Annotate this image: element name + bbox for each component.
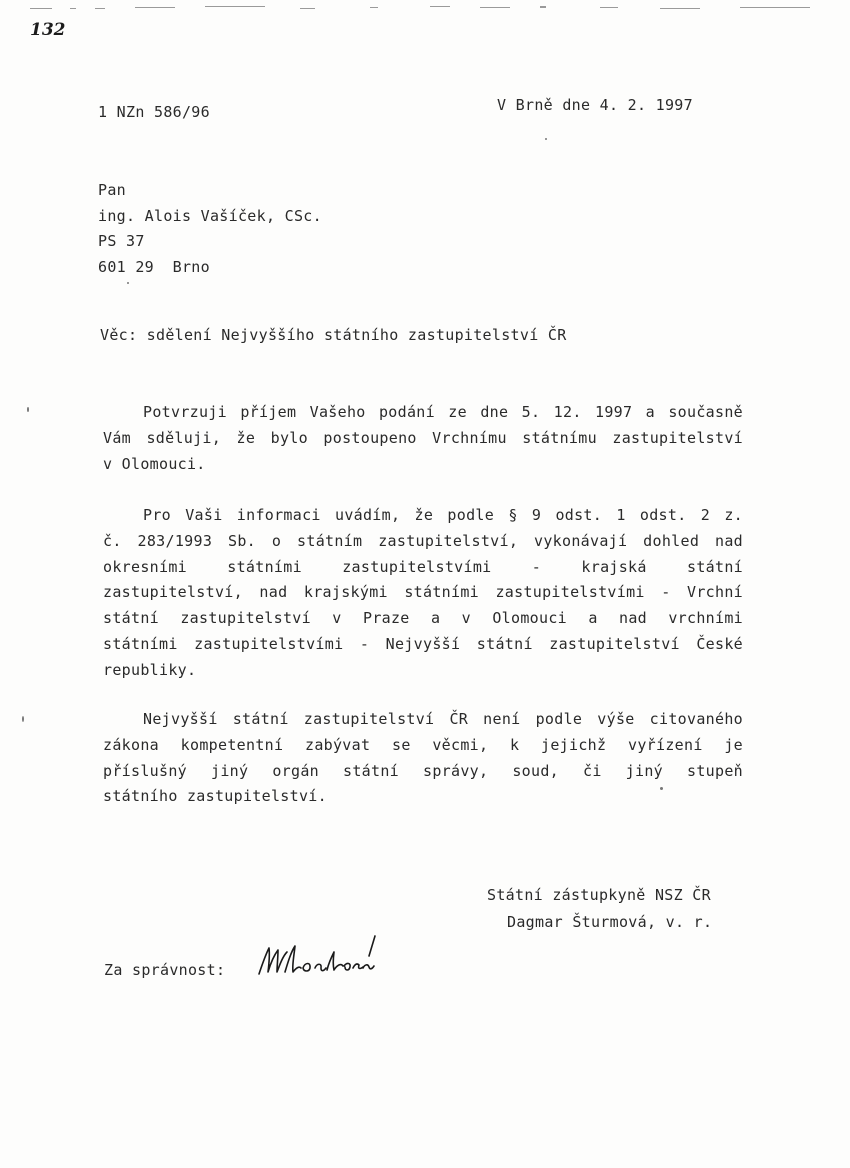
paragraph-line: státního zastupitelství.	[103, 787, 327, 806]
scan-top-edge-marks	[0, 0, 850, 14]
paragraph-line: Vám sděluji, že bylo postoupeno Vrchnímu státnímu zastupitelství	[103, 428, 743, 447]
paragraph-line: Pro Vaši informaci uvádím, že podle § 9 odst. 1 odst. 2 z.	[143, 506, 743, 524]
place-and-date: V Brně dne 4. 2. 1997	[497, 96, 693, 114]
paragraph-line: okresními státními zastupitelstvími - krajská státní	[103, 557, 743, 576]
handwritten-page-number: 132	[30, 20, 66, 40]
handwritten-signature	[255, 932, 385, 982]
paragraph-line: republiky.	[103, 660, 197, 679]
paragraph-line: č. 283/1993 Sb. o státním zastupitelství, vykonávají dohled nad	[103, 531, 743, 550]
paragraph-line: zastupitelství, nad krajskými státními zastupitelstvími - Vrchní	[103, 583, 743, 602]
paragraph-line: v Olomouci.	[103, 454, 206, 473]
paragraph-line: Potvrzuji příjem Vašeho podání ze dne 5. 12. 1997 a současně	[143, 403, 743, 421]
paragraph-line: příslušný jiný orgán státní správy, soud, či jiný stupeň	[103, 761, 743, 780]
scan-speck	[27, 407, 29, 412]
recipient-address	[98, 178, 322, 280]
paragraph-competence	[103, 707, 743, 810]
signature-block	[487, 882, 712, 936]
paragraph-line: státními zastupitelstvími - Nejvyšší státní zastupitelství České	[103, 634, 743, 653]
signer-name: Dagmar Šturmová, v. r.	[507, 913, 713, 931]
reference-number: 1 NZn 586/96	[98, 103, 210, 121]
scan-speck	[22, 716, 24, 722]
paragraph-receipt	[103, 400, 743, 477]
paragraph-line: Nejvyšší státní zastupitelství ČR není podle výše citovaného	[143, 710, 743, 728]
scan-speck	[127, 282, 129, 284]
verification-label: Za správnost:	[104, 961, 226, 979]
paragraph-line: zákona kompetentní zabývat se věcmi, k jejichž vyřízení je	[103, 735, 743, 754]
recipient-postal-city: 601 29 Brno	[98, 257, 210, 276]
scan-speck	[545, 138, 547, 140]
recipient-salutation: Pan	[98, 181, 126, 199]
paragraph-information	[103, 503, 743, 684]
recipient-name: ing. Alois Vašíček, CSc.	[98, 206, 322, 225]
paragraph-line: státní zastupitelství v Praze a v Olomouci a nad vrchními	[103, 609, 743, 628]
signer-title: Státní zástupkyně NSZ ČR	[487, 886, 711, 904]
subject-line: Věc: sdělení Nejvyššího státního zastupitelství ČR	[100, 326, 567, 344]
recipient-po-box: PS 37	[98, 232, 145, 250]
scan-speck	[660, 787, 663, 790]
